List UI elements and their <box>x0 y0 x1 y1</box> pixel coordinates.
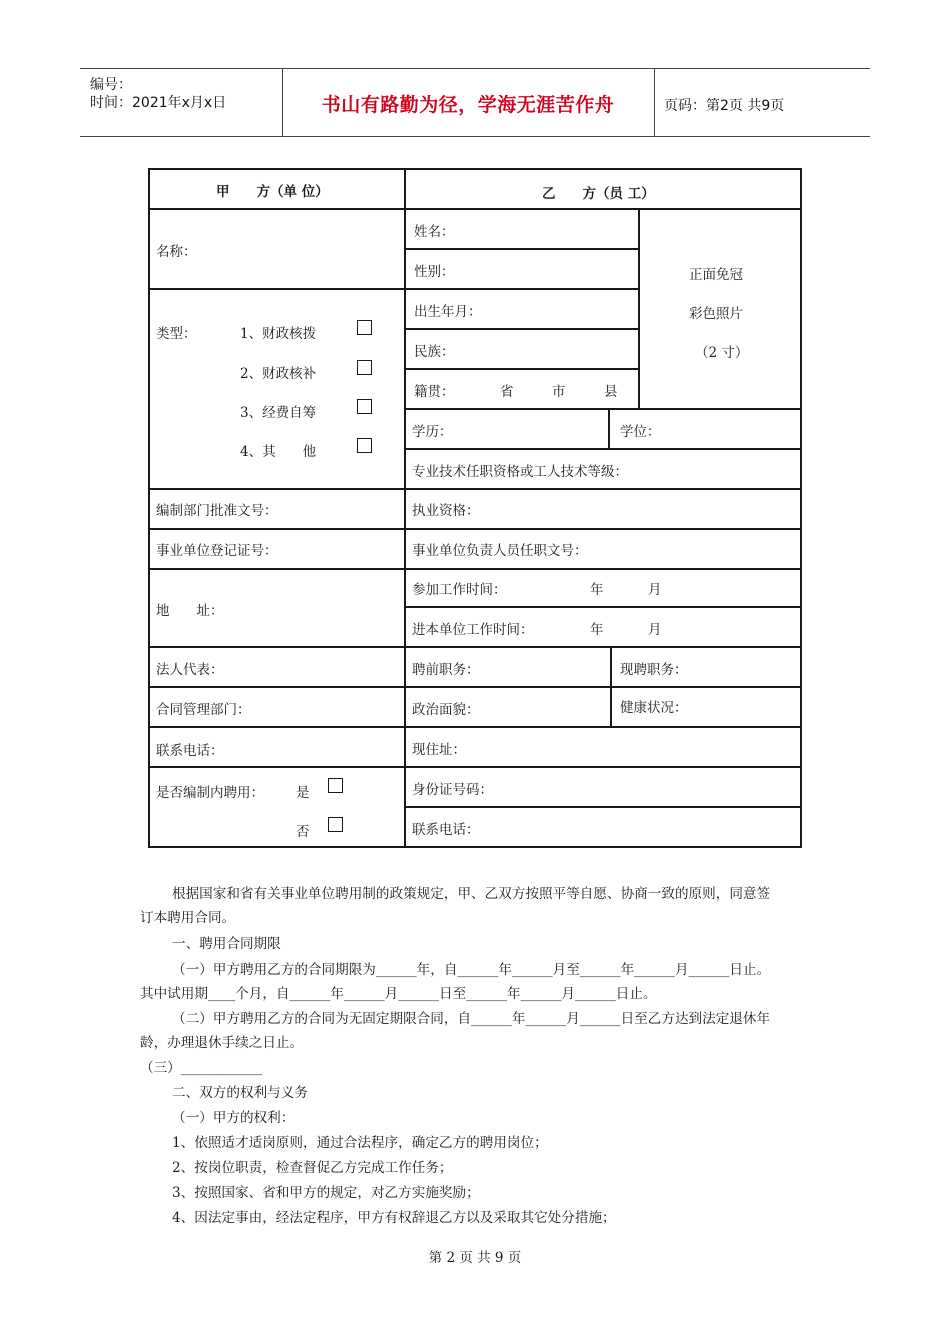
form-right-rule <box>404 408 802 410</box>
appointment-doc-label: 事业单位负责人员任职文号： <box>412 543 588 559</box>
degree-divider <box>608 408 610 448</box>
post-divider <box>610 646 612 726</box>
current-post-label: 现聘职务： <box>620 662 688 678</box>
unit-type-option-3: 3、经费自筹 <box>240 405 317 421</box>
party-a-right-2: 2、按岗位职责，检查督促乙方完成工作任务； <box>172 1160 453 1176</box>
clause-2-line-1: （二）甲方聘用乙方的合同为无固定期限合同，自______年______月______日至乙方达到法定退休年 <box>172 1011 771 1027</box>
form-right-rule <box>404 488 802 490</box>
party-a-right-3: 3、按照国家、省和甲方的规定，对乙方实施奖励； <box>172 1185 480 1201</box>
form-right-rule <box>404 528 802 530</box>
in-quota-yes-checkbox[interactable] <box>328 778 343 793</box>
native-city-label: 市 <box>552 384 566 400</box>
join-unit-label: 进本单位工作时间： <box>412 622 534 638</box>
form-left-rule <box>148 726 404 728</box>
clause-1-line-2: 其中试用期____个月，自______年______月______日至______年______月______日止。 <box>140 986 657 1002</box>
form-left-rule <box>148 646 404 648</box>
header-bottom-rule <box>80 136 870 137</box>
unit-phone-label: 联系电话： <box>156 743 224 759</box>
form-right-rule <box>404 568 802 570</box>
form-right-rule <box>404 726 802 728</box>
header-divider-right <box>654 68 655 136</box>
header-top-rule <box>80 68 870 69</box>
form-border-top <box>148 168 802 170</box>
intro-line-2: 订本聘用合同。 <box>140 910 236 926</box>
education-label: 学历： <box>412 424 453 440</box>
section-1-heading: 一、聘用合同期限 <box>172 936 281 952</box>
clause-3: （三）____________ <box>140 1060 263 1076</box>
form-left-rule <box>148 528 404 530</box>
form-right-rule <box>404 368 638 370</box>
unit-type-option-3-checkbox[interactable] <box>357 399 372 414</box>
approval-doc-label: 编制部门批准文号： <box>156 503 278 519</box>
employee-gender-label: 性别： <box>414 264 455 280</box>
photo-placeholder-line-3: （2 寸） <box>695 345 749 361</box>
work-start-month-label: 月 <box>648 582 662 598</box>
header-motto: 书山有路勤为径，学海无涯苦作舟 <box>321 94 615 116</box>
form-left-rule <box>148 686 404 688</box>
form-right-rule <box>404 806 802 808</box>
health-status-label: 健康状况： <box>620 700 688 716</box>
party-b-header: 乙 方（员 工） <box>542 186 655 202</box>
party-a-rights-heading: （一）甲方的权利： <box>172 1110 295 1126</box>
unit-type-label: 类型： <box>156 326 197 342</box>
form-right-rule <box>404 686 802 688</box>
id-number-label: 身份证号码： <box>412 782 493 798</box>
join-unit-month-label: 月 <box>648 622 662 638</box>
form-right-rule <box>404 328 638 330</box>
unit-type-option-1-checkbox[interactable] <box>357 320 372 335</box>
practice-qualification-label: 执业资格： <box>412 503 480 519</box>
form-right-rule <box>404 248 638 250</box>
in-quota-no-checkbox[interactable] <box>328 817 343 832</box>
legal-rep-label: 法人代表： <box>156 662 224 678</box>
party-a-right-4: 4、因法定事由，经法定程序，甲方有权辞退乙方以及采取其它处分措施； <box>172 1210 616 1226</box>
work-start-year-label: 年 <box>590 582 604 598</box>
photo-placeholder-line-1: 正面免冠 <box>689 267 743 283</box>
degree-label: 学位： <box>620 424 661 440</box>
header-page-info: 页码：第2页 共9页 <box>664 98 785 114</box>
footer-page-number: 第 2 页 共 9 页 <box>428 1250 522 1266</box>
photo-placeholder-line-2: 彩色照片 <box>689 306 743 322</box>
in-quota-label: 是否编制内聘用： <box>156 785 264 801</box>
form-center-divider <box>404 168 406 848</box>
form-border-right <box>800 168 802 848</box>
form-right-rule <box>404 766 802 768</box>
clause-2-line-2: 龄，办理退休手续之日止。 <box>140 1035 304 1051</box>
intro-line-1: 根据国家和省有关事业单位聘用制的政策规定，甲、乙双方按照平等自愿、协商一致的原则，同意签 <box>172 886 771 902</box>
unit-type-option-1: 1、财政核拨 <box>240 326 317 342</box>
work-start-label: 参加工作时间： <box>412 582 507 598</box>
form-right-rule <box>404 288 638 290</box>
unit-address-label: 地 址： <box>156 603 224 619</box>
clause-1-line-1: （一）甲方聘用乙方的合同期限为______年，自______年______月至______年______月______日止。 <box>172 962 771 978</box>
form-right-rule <box>404 646 802 648</box>
in-quota-yes-label: 是 <box>296 785 310 801</box>
employee-phone-label: 联系电话： <box>412 822 480 838</box>
form-left-rule <box>148 288 404 290</box>
form-right-rule <box>404 606 802 608</box>
unit-name-label: 名称： <box>156 244 197 260</box>
employee-ethnicity-label: 民族： <box>414 344 455 360</box>
employee-name-label: 姓名： <box>414 224 455 240</box>
unit-type-option-4-checkbox[interactable] <box>357 438 372 453</box>
tech-level-label: 专业技术任职资格或工人技术等级： <box>412 464 628 480</box>
current-address-label: 现住址： <box>412 742 466 758</box>
form-right-rule <box>404 208 802 210</box>
employee-native-label: 籍贯： <box>414 384 455 400</box>
form-left-rule <box>148 488 404 490</box>
unit-type-option-4: 4、其 他 <box>240 444 317 460</box>
political-status-label: 政治面貌： <box>412 702 480 718</box>
header-date: 时间：2021年x月x日 <box>90 95 227 111</box>
employee-birth-label: 出生年月： <box>414 304 482 320</box>
form-left-rule <box>148 766 404 768</box>
party-a-header: 甲 方（单 位） <box>216 184 329 200</box>
registration-no-label: 事业单位登记证号： <box>156 543 278 559</box>
form-left-rule <box>148 208 404 210</box>
employment-info-form <box>148 168 802 848</box>
form-border-left <box>148 168 150 848</box>
join-unit-year-label: 年 <box>590 622 604 638</box>
party-a-right-1: 1、依照适才适岗原则，通过合法程序，确定乙方的聘用岗位； <box>172 1135 548 1151</box>
photo-box-divider <box>638 208 640 408</box>
section-2-heading: 二、双方的权利与义务 <box>172 1085 308 1101</box>
unit-type-option-2-checkbox[interactable] <box>357 360 372 375</box>
form-right-rule <box>404 448 802 450</box>
form-left-rule <box>148 568 404 570</box>
previous-post-label: 聘前职务： <box>412 662 480 678</box>
form-border-bottom <box>148 846 802 848</box>
unit-type-option-2: 2、财政核补 <box>240 366 317 382</box>
contract-dept-label: 合同管理部门： <box>156 702 251 718</box>
native-province-label: 省 <box>500 384 514 400</box>
header-serial-label: 编号： <box>90 77 132 93</box>
native-county-label: 县 <box>604 384 618 400</box>
in-quota-no-label: 否 <box>296 824 310 840</box>
